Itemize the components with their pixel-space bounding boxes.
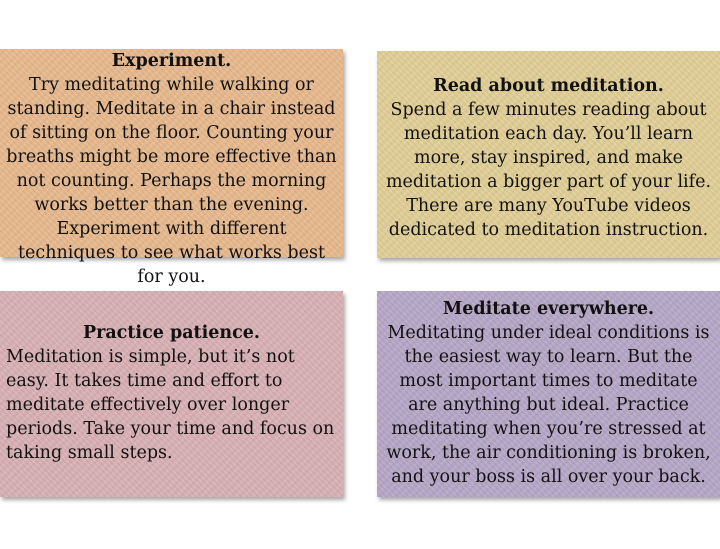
card-title: Read about meditation. [433, 75, 664, 96]
card-body: Meditating under ideal conditions is the easiest way to learn. But the most important times to meditate are anything but ideal. Practice meditating when you’re stressed at work, the air conditioning is broken, and your boss is all over your back. [386, 323, 711, 487]
tip-card-practice-patience [0, 291, 343, 497]
card-title: Practice patience. [82, 323, 261, 343]
tip-card-experiment [0, 49, 343, 287]
tip-card-read-about-meditation [377, 51, 720, 258]
card-title: Meditate everywhere. [442, 299, 655, 319]
card-title: Experiment. [111, 51, 232, 71]
card-body: Spend a few minutes reading about meditation each day. You’ll learn more, stay inspired, and make meditation a bigger part of your life. There are many YouTube videos dedicated to meditation instruction. [385, 99, 712, 240]
tip-card-meditate-everywhere [377, 291, 720, 497]
card-body: Meditation is simple, but it’s not easy. It takes time and effort to meditate effectively over longer periods. Take your time and focus on taking small steps. [6, 347, 335, 463]
card-body: Try meditating while walking or standing. Meditate in a chair instead of sitting on the floor. Counting your breaths might be more effective than not counting. Perhaps the morning works better than the evening. Experiment with different techniques to see what works best for you. [6, 75, 337, 287]
